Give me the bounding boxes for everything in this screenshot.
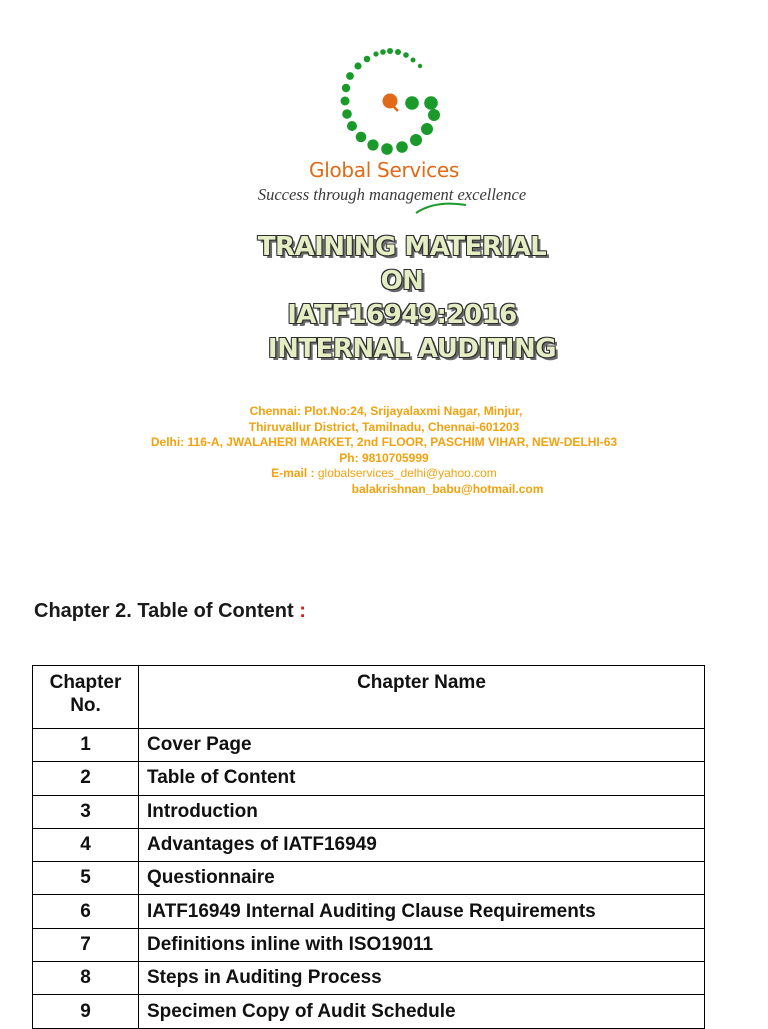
chapter-name: IATF16949 Internal Auditing Clause Requirements bbox=[139, 895, 705, 928]
email-line bbox=[0, 466, 768, 482]
chapter-name: Introduction bbox=[139, 795, 705, 828]
chapter-name: Advantages of IATF16949 bbox=[139, 828, 705, 861]
swoosh-decoration bbox=[415, 202, 467, 214]
chapter-name: Table of Content bbox=[139, 762, 705, 795]
title-line-2: ON bbox=[380, 266, 424, 296]
chapter-name: Steps in Auditing Process bbox=[139, 962, 705, 995]
toc-heading-text: Chapter 2. Table of Content bbox=[34, 600, 294, 622]
email-label: E-mail : bbox=[271, 466, 315, 481]
table-row bbox=[33, 729, 705, 762]
toc-table bbox=[32, 665, 705, 1029]
email-link-1[interactable]: globalservices_delhi@yahoo.com bbox=[317, 466, 497, 481]
chapter-name: Definitions inline with ISO19011 bbox=[139, 928, 705, 961]
brand-name: Global Services bbox=[309, 158, 459, 182]
column-header-chapter-name: Chapter Name bbox=[139, 666, 705, 729]
chapter-number: 4 bbox=[33, 828, 139, 861]
brand-tagline: Success through management excellence bbox=[257, 185, 527, 204]
toc-heading-colon: : bbox=[299, 600, 306, 622]
chapter-number: 7 bbox=[33, 928, 139, 961]
chapter-name: Specimen Copy of Audit Schedule bbox=[139, 995, 705, 1028]
table-row bbox=[33, 795, 705, 828]
column-header-chapter-no: Chapter No. bbox=[33, 666, 139, 729]
title-line-3: IATF16949:2016 bbox=[287, 300, 517, 330]
table-row bbox=[33, 762, 705, 795]
address-chennai-line-2: Thiruvallur District, Tamilnadu, Chennai-601203 bbox=[248, 419, 520, 434]
title-line-4: INTERNAL AUDITING bbox=[267, 334, 557, 364]
chapter-number: 6 bbox=[33, 895, 139, 928]
global-services-logo-icon bbox=[330, 45, 450, 163]
address-delhi: Delhi: 116-A, JWALAHERI MARKET, 2nd FLOOR, PASCHIM VIHAR, NEW-DELHI-63 bbox=[150, 435, 618, 450]
table-row bbox=[33, 828, 705, 861]
table-row bbox=[33, 895, 705, 928]
chapter-name: Cover Page bbox=[139, 729, 705, 762]
title-line-1: TRAINING MATERIAL bbox=[257, 232, 547, 262]
toc-heading bbox=[34, 600, 306, 623]
table-row bbox=[33, 862, 705, 895]
chapter-number: 1 bbox=[33, 729, 139, 762]
chapter-number: 5 bbox=[33, 862, 139, 895]
chapter-number: 8 bbox=[33, 962, 139, 995]
chapter-number: 3 bbox=[33, 795, 139, 828]
chapter-name: Questionnaire bbox=[139, 862, 705, 895]
phone-number: Ph: 9810705999 bbox=[339, 450, 429, 465]
table-row bbox=[33, 962, 705, 995]
chapter-number: 2 bbox=[33, 762, 139, 795]
contact-block bbox=[0, 404, 768, 498]
chapter-number: 9 bbox=[33, 995, 139, 1028]
table-row bbox=[33, 995, 705, 1028]
training-title bbox=[0, 230, 768, 366]
email-link-2[interactable]: balakrishnan_babu@hotmail.com bbox=[351, 481, 544, 496]
table-row bbox=[33, 928, 705, 961]
toc-header-row bbox=[33, 666, 705, 729]
address-chennai-line-1: Chennai: Plot.No:24, Srijayalaxmi Nagar, Minjur, bbox=[249, 404, 523, 418]
